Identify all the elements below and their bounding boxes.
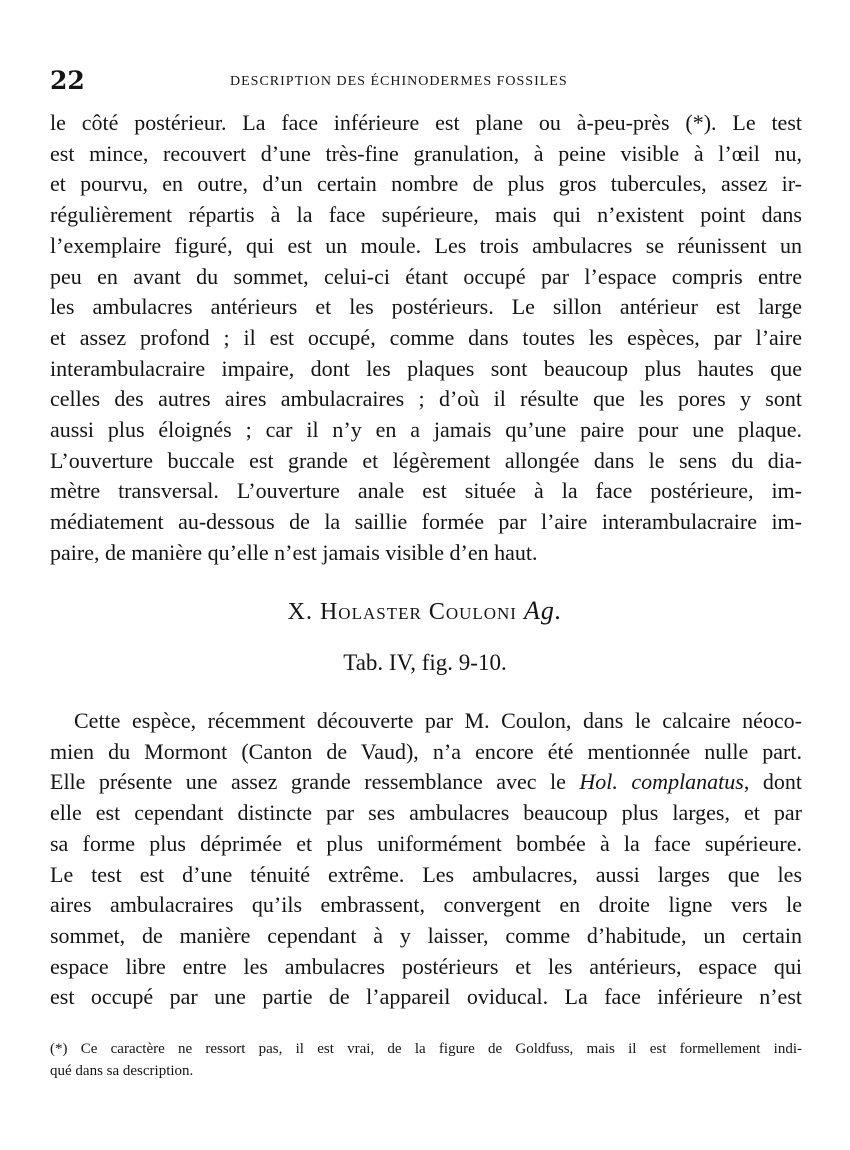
text-line: l’exemplaire figuré, qui est un moule. Les trois ambulacres se réunissent un bbox=[50, 232, 802, 258]
text-line: Cette espèce, récemment découverte par M. Coulon, dans le calcaire néoco- bbox=[74, 708, 802, 733]
species-heading bbox=[0, 596, 850, 626]
text-line: le côté postérieur. La face inférieure est plane ou à-peu-près (*). Le test bbox=[50, 110, 802, 135]
text-line: est occupé par une partie de l’appareil oviducal. La face inférieure n’est bbox=[50, 984, 802, 1010]
text-line: les ambulacres antérieurs et les postérieurs. Le sillon antérieur est large bbox=[50, 294, 802, 320]
paragraph-continued bbox=[50, 108, 802, 569]
paragraph-description bbox=[50, 706, 802, 1013]
text-line: sa forme plus déprimée et plus uniformément bombée à la face supérieure. bbox=[50, 830, 802, 856]
text-line: mètre transversal. L’ouverture anale est située à la face postérieure, im- bbox=[50, 478, 802, 504]
text-line: régulièrement répartis à la face supérieure, mais qui n’existent point dans bbox=[50, 202, 802, 228]
footnote-line: qué dans sa description. bbox=[50, 1063, 194, 1079]
species-numeral: X. bbox=[287, 599, 313, 625]
text-line bbox=[50, 767, 802, 798]
text-line: elle est cependant distincte par ses ambulacres beaucoup plus larges, et par bbox=[50, 800, 802, 826]
page-header bbox=[50, 66, 800, 94]
species-author: Ag. bbox=[523, 596, 563, 625]
running-title: DESCRIPTION DES ÉCHINODERMES FOSSILES bbox=[230, 74, 568, 89]
text-line: interambulacraire impaire, dont les plaques sont beaucoup plus hautes que bbox=[50, 355, 802, 381]
text-line: médiatement au-dessous de la saillie formée par l’aire interambulacraire im- bbox=[50, 509, 802, 535]
text-line: est mince, recouvert d’une très-fine granulation, à peine visible à l’œil nu, bbox=[50, 140, 802, 166]
species-reference: Hol. complanatus bbox=[579, 769, 744, 795]
text-line: L’ouverture buccale est grande et légèrement allongée dans le sens du dia- bbox=[50, 447, 802, 473]
text-line: et assez profond ; il est occupé, comme dans toutes les espèces, par l’aire bbox=[50, 324, 802, 350]
text-line: mien du Mormont (Canton de Vaud), n’a encore été mentionnée nulle part. bbox=[50, 738, 802, 764]
species-name: Couloni bbox=[428, 599, 517, 625]
text-line: paire, de manière qu’elle n’est jamais visible d’en haut. bbox=[50, 539, 538, 565]
footnote bbox=[50, 1038, 802, 1082]
page-number: 22 bbox=[50, 66, 85, 95]
text-line: espace libre entre les ambulacres postérieurs et les antérieurs, espace qui bbox=[50, 953, 802, 979]
text-line: celles des autres aires ambulacraires ; d’où il résulte que les pores y sont bbox=[50, 386, 802, 412]
text-line: aussi plus éloignés ; car il n’y en a jamais qu’une paire pour une plaque. bbox=[50, 417, 802, 443]
genus-name: Holaster bbox=[319, 599, 422, 625]
text-line: et pourvu, en outre, d’un certain nombre de plus gros tubercules, assez ir- bbox=[50, 171, 802, 197]
text-line: aires ambulacraires qu’ils embrassent, convergent en droite ligne vers le bbox=[50, 892, 802, 918]
plate-reference: Tab. IV, fig. 9-10. bbox=[343, 650, 507, 675]
text-run: , dont bbox=[743, 769, 802, 795]
text-line: Le test est d’une ténuité extrême. Les ambulacres, aussi larges que les bbox=[50, 861, 802, 887]
text-run: Elle présente une assez grande ressemblance avec le bbox=[50, 769, 580, 795]
text-line: sommet, de manière cependant à y laisser, comme d’habitude, un certain bbox=[50, 922, 802, 948]
footnote-line: (*) Ce caractère ne ressort pas, il est vrai, de la figure de Goldfuss, mais il est formellement indi- bbox=[50, 1041, 802, 1057]
text-line: peu en avant du sommet, celui-ci étant occupé par l’espace compris entre bbox=[50, 263, 802, 289]
